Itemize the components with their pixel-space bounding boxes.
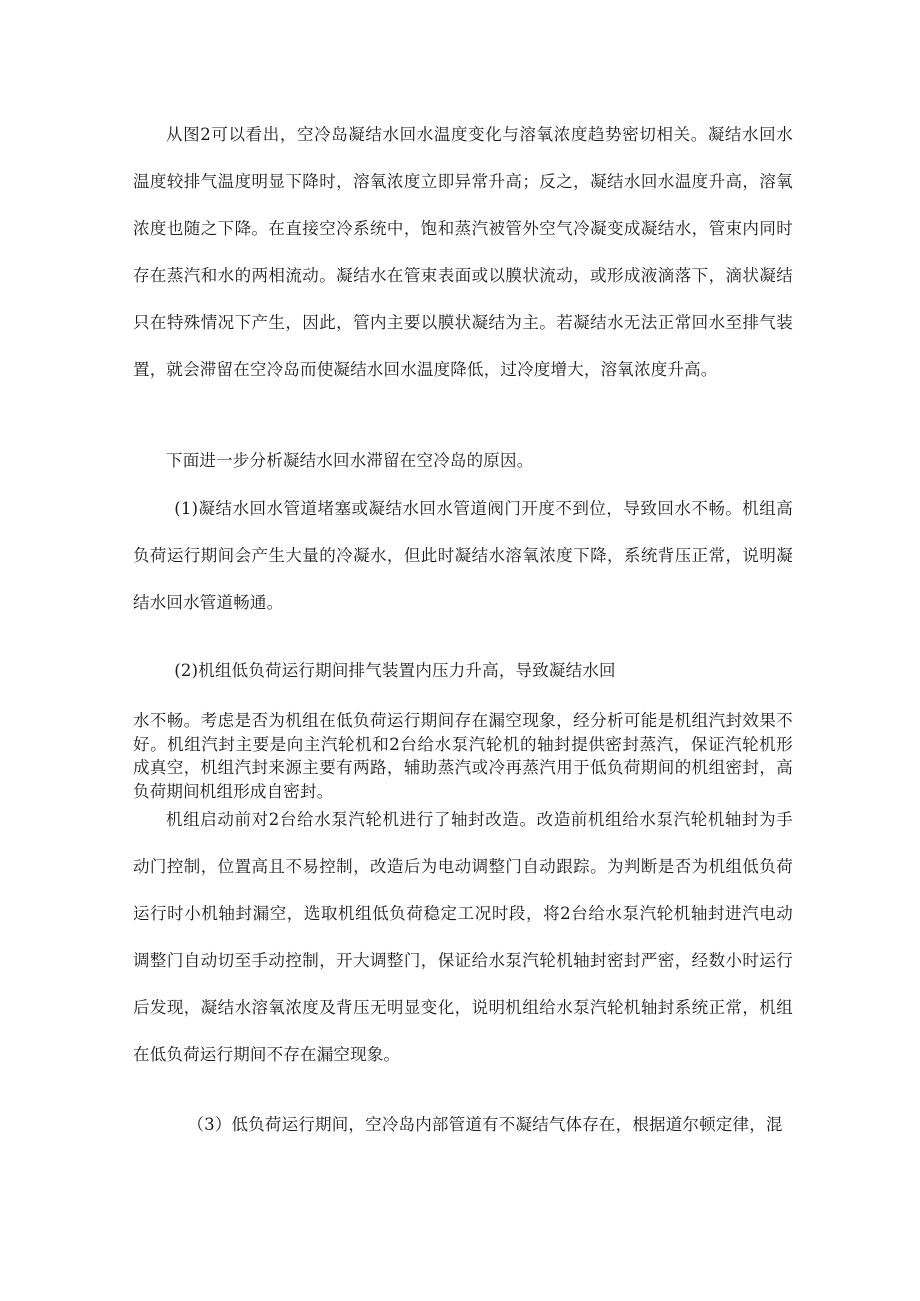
paragraph-cause-3: （3）低负荷运行期间，空冷岛内部管道有不凝结气体存在，根据道尔顿定律，混 bbox=[187, 1115, 783, 1134]
paragraph-cause-2-body: 水不畅。考虑是否为机组在低负荷运行期间存在漏空现象，经分析可能是机组汽封效果不好。机组汽封主要是向主汽轮机和2台给水泵汽轮机的轴封提供密封蒸汽，保证汽轮机形成真空，机组汽封来源主要有两路，辅助蒸汽或冷再蒸汽用于低负荷期间的机组密封，高负荷期间机组形成自密封。 bbox=[133, 711, 793, 801]
paragraph-cause-1: (1)凝结水回水管道堵塞或凝结水回水管道阀门开度不到位，导致回水不畅。机组高负荷运行期间会产生大量的冷凝水，但此时凝结水溶氧浓度下降，系统背压正常，说明凝结水回水管道畅通。 bbox=[133, 499, 793, 612]
paragraph-shaft-seal-retrofit: 机组启动前对2台给水泵汽轮机进行了轴封改造。改造前机组给水泵汽轮机轴封为手动门控制，位置高且不易控制，改造后为电动调整门自动跟踪。为判断是否为机组低负荷运行时小机轴封漏空，选取机组低负荷稳定工况时段，将2台给水泵汽轮机轴封进汽电动调整门自动切至手动控制，开大调整门，保证给水泵汽轮机轴封密封严密，经数小时运行后发现，凝结水溶氧浓度及背压无明显变化，说明机组给水泵汽轮机轴封系统正常，机组在低负荷运行期间不存在漏空现象。 bbox=[133, 810, 793, 1064]
paragraph-cause-intro: 下面进一步分析凝结水回水滞留在空冷岛的原因。 bbox=[166, 451, 534, 470]
paragraph-cause-2-heading: (2)机组低负荷运行期间排气装置内压力升高，导致凝结水回 bbox=[174, 661, 616, 680]
paragraph-condensate-temperature-analysis: 从图2可以看出，空冷岛凝结水回水温度变化与溶氧浓度趋势密切相关。凝结水回水温度较排气温度明显下降时，溶氧浓度立即异常升高；反之，凝结水回水温度升高，溶氧浓度也随之下降。在直接空冷系统中，饱和蒸汽被管外空气冷凝变成凝结水，管束内同时存在蒸汽和水的两相流动。凝结水在管束表面或以膜状流动，或形成液滴落下，滴状凝结只在特殊情况下产生，因此，管内主要以膜状凝结为主。若凝结水无法正常回水至排气装置，就会滞留在空冷岛而使凝结水回水温度降低，过冷度增大，溶氧浓度升高。 bbox=[133, 125, 793, 379]
